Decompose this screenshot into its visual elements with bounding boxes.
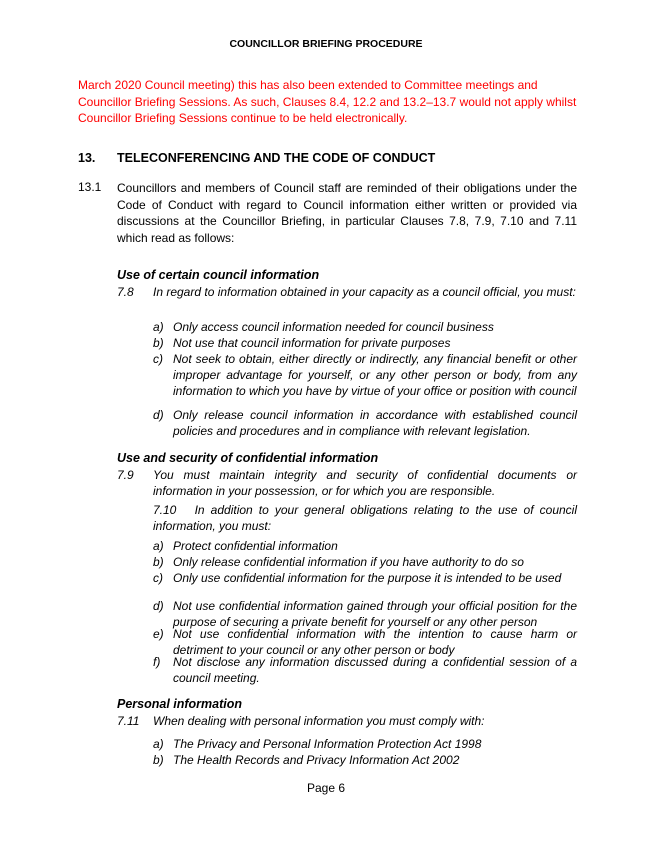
list-item [153, 335, 577, 351]
page-header: COUNCILLOR BRIEFING PROCEDURE [229, 38, 423, 50]
page-number: Page 6 [306, 781, 346, 795]
list-item-text: Only release confidential information if you have authority to do so [173, 555, 524, 569]
intro-paragraph: March 2020 Council meeting) this has also been extended to Committee meetings and Councillor Briefing Sessions. As such, Clauses 8.4, 12.2 and 13.2–13.7 would not apply whilst Councillor Briefing Sessions continue to be held electronically. [78, 78, 577, 125]
heading-council-information: Use of certain council information [117, 268, 320, 282]
list-item-text: Not disclose any information discussed during a confidential session of a council meeting. [173, 655, 577, 685]
list-item-text: The Health Records and Privacy Information Act 2002 [173, 753, 460, 767]
list-item [153, 736, 577, 752]
list-item-text: Only use confidential information for the purpose it is intended to be used [173, 571, 562, 585]
clause-text-7-9: You must maintain integrity and security of confidential documents or information in your possession, or for which you are responsible. [153, 468, 577, 498]
list-marker: a) [153, 737, 164, 751]
list-item-text: Protect confidential information [173, 539, 338, 553]
paragraph-number: 13.1 [78, 180, 102, 194]
heading-confidential-information: Use and security of confidential information [117, 451, 379, 465]
section-number: 13. [78, 151, 96, 165]
list-item-text: Only access council information needed for council business [173, 320, 494, 334]
list-marker: b) [153, 753, 164, 767]
clause-text-7-10: 7.10 In addition to your general obligations relating to the use of council information, you must: [153, 503, 581, 533]
list-marker: d) [153, 599, 164, 613]
list-marker: e) [153, 627, 164, 641]
list-item [153, 351, 577, 399]
list-item-text: Not use confidential information gained through your official position for the purpose of securing a private benefit for yourself or any other person [173, 599, 577, 629]
section-title: TELECONFERENCING AND THE CODE OF CONDUCT [117, 151, 436, 165]
list-marker: c) [153, 352, 163, 366]
list-item-text: Not seek to obtain, either directly or indirectly, any financial benefit or other improper advantage for yourself, or any other person or body, from any information to which you have by virtue of your office or position with council [173, 352, 577, 398]
list-marker: c) [153, 571, 163, 585]
clause-number-7-9: 7.9 [117, 468, 134, 482]
list-marker: b) [153, 336, 164, 350]
list-item [153, 570, 577, 586]
paragraph-text: Councillors and members of Council staff are reminded of their obligations under the Code of Conduct with regard to Council information either written or provided via discussions at the Councillor Briefing, in particular Clauses 7.8, 7.9, 7.10 and 7.11 which read as follows: [117, 181, 577, 245]
list-marker: f) [153, 655, 161, 669]
heading-personal-information: Personal information [117, 697, 243, 711]
list-item [153, 319, 577, 335]
list-marker: b) [153, 555, 164, 569]
list-item [153, 554, 577, 570]
list-item-text: Not use that council information for private purposes [173, 336, 451, 350]
list-item [153, 538, 577, 554]
clause-text-7-8: In regard to information obtained in your capacity as a council official, you must: [153, 285, 576, 299]
list-marker: a) [153, 320, 164, 334]
clause-number-7-11: 7.11 [117, 714, 140, 728]
list-marker: a) [153, 539, 164, 553]
clause-number-7-8: 7.8 [117, 285, 134, 299]
list-item [153, 407, 577, 439]
list-marker: d) [153, 408, 164, 422]
list-item-text: Only release council information in accordance with established council policies and procedures and in compliance with relevant legislation. [173, 408, 577, 438]
list-item-text: Not use confidential information with the intention to cause harm or detriment to your council or any other person or body [173, 627, 577, 657]
list-item-text: The Privacy and Personal Information Protection Act 1998 [173, 737, 482, 751]
list-item [153, 752, 577, 768]
list-item [153, 654, 577, 686]
clause-text-7-11: When dealing with personal information you must comply with: [153, 714, 485, 728]
